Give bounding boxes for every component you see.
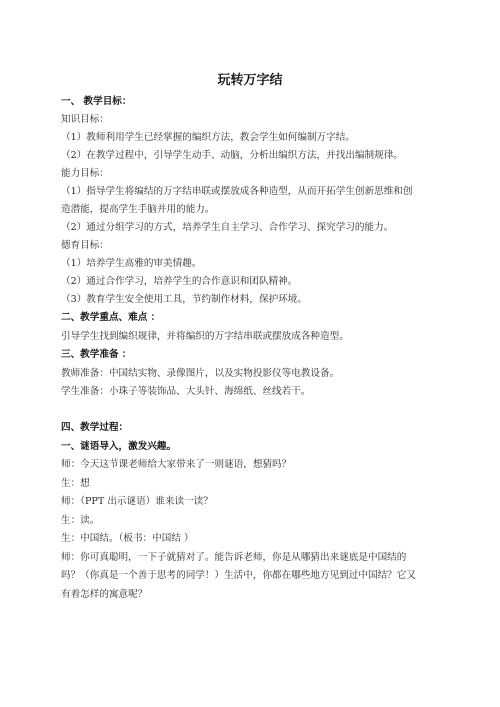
section-heading-key-points: 二、教学重点、难点 ： — [61, 312, 161, 323]
document-title: 玩转万字结 — [217, 73, 283, 88]
text-line: 引导学生找到编织规律，并将编织的万字结串联或摆放成各种造型。 — [61, 331, 349, 342]
section-heading-objectives: 一、 教学目标： — [61, 96, 132, 107]
dialogue-line: 生：读。 — [61, 515, 100, 526]
text-line: （1）指导学生将编结的万字结串联或摆放成各种造型，从而开拓学生创新思维和创 — [61, 186, 413, 197]
text-line: 造潜能，提高学生手脑并用的能力。 — [61, 204, 215, 215]
text-line: （3）教育学生安全使用工具，节约制作材料，保护环境。 — [61, 294, 307, 305]
dialogue-line: 生：想 — [61, 478, 90, 489]
text-line: （2）通过分组学习的方式，培养学生自主学习、合作学习、探究学习的能力。 — [61, 222, 394, 233]
subheading-ability: 能力目标： — [61, 168, 109, 179]
dialogue-line: 有着怎样的寓意呢？ — [61, 589, 148, 600]
text-line: （2）通过合作学习，培养学生的合作意识和团队精神。 — [61, 276, 298, 287]
section-heading-preparation: 三、教学准备 ： — [61, 349, 132, 360]
dialogue-line: 吗？（你真是一个善于思考的同学！）生活中，你都在哪些地方见到过中国结？它又 — [61, 570, 416, 581]
text-line: （1）培养学生高雅的审美情趣。 — [61, 258, 202, 269]
subheading-knowledge: 知识目标： — [61, 114, 109, 125]
dialogue-line: 师：（PPT 出示谜语）谁来读一读？ — [61, 496, 213, 507]
dialogue-line: 生：中国结。（板书：中国结 ） — [61, 533, 194, 544]
section-heading-process: 四、教学过程： — [61, 422, 129, 433]
text-line: （2）在教学过程中，引导学生动手、动脑，分析出编织方法，并找出编制规律。 — [61, 150, 403, 161]
subsection-heading: 一、谜语导入，激发兴趣。 — [61, 441, 177, 452]
subheading-moral: 德育目标： — [61, 240, 109, 251]
text-line: 教师准备：中国结实物、录像图片，以及实物投影仪等电教设备。 — [61, 368, 340, 379]
dialogue-line: 师：今天这节课老师给大家带来了一则谜语，想猜吗？ — [61, 459, 292, 470]
dialogue-line: 师：你可真聪明，一下子就猜对了。能告诉老师，你是从哪猜出来谜底是中国结的 — [61, 552, 407, 563]
text-line: （1）教师利用学生已经掌握的编织方法，教会学生如何编制万字结。 — [61, 132, 355, 143]
text-line: 学生准备：小珠子等装饰品、大头针、海绵纸、丝线若干。 — [61, 386, 311, 397]
